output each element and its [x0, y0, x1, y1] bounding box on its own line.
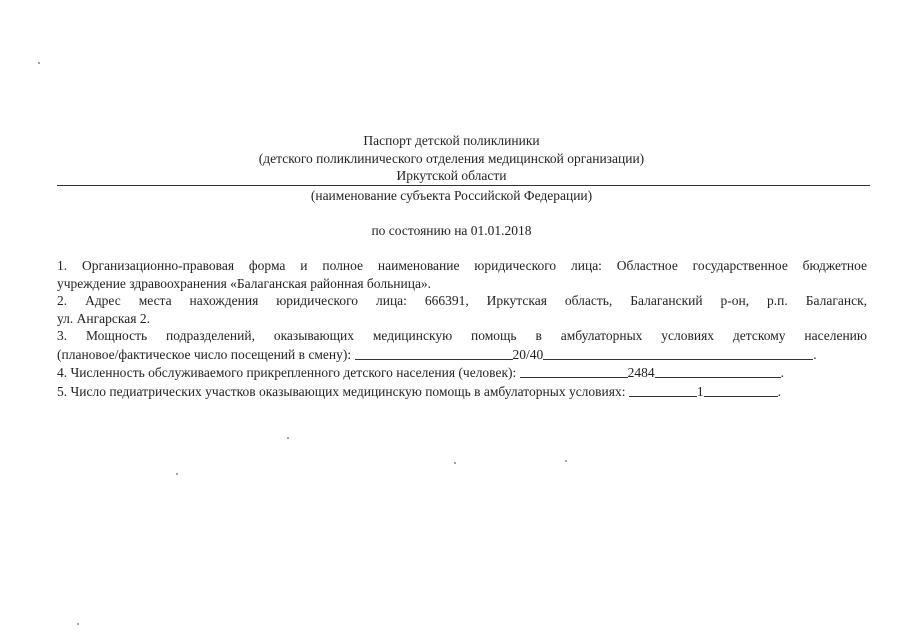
region-caption: (наименование субъекта Российской Федерации)	[310, 188, 593, 203]
item-4-period: .	[780, 365, 785, 380]
item-3-line-1: 3. Мощность подразделений, оказывающих медицинскую помощь в амбулаторных условиях детскому населению	[57, 328, 867, 343]
document-body	[57, 257, 867, 400]
item-3-label: (плановое/фактическое число посещений в смену):	[57, 346, 352, 362]
item-5	[57, 382, 867, 401]
document-subtitle: (детского поликлинического отделения медицинской организации)	[258, 151, 645, 166]
item-4	[57, 363, 867, 382]
item-1-line-1: 1. Организационно-правовая форма и полное наименование юридического лица: Областное государственное бюджетное	[57, 258, 867, 273]
item-5-label: 5. Число педиатрических участков оказывающих медицинскую помощь в амбулаторных условиях:	[57, 383, 626, 399]
scan-speck	[38, 62, 40, 64]
item-5-blank-before	[629, 383, 697, 397]
item-3-line-2	[57, 345, 867, 364]
scan-speck	[287, 437, 289, 439]
item-5-value: 1	[696, 383, 704, 399]
item-2-line-2: ул. Ангарская 2.	[57, 310, 150, 326]
region-name: Иркутской области	[396, 168, 507, 183]
item-1-line-2: учреждение здравоохранения «Балаганская районная больница».	[57, 275, 432, 291]
item-3-blank-before	[355, 346, 513, 360]
item-4-value: 2484	[627, 365, 655, 380]
item-3-period: .	[813, 346, 817, 362]
item-5-period: .	[777, 383, 781, 399]
item-3-blank-after	[543, 346, 813, 360]
scan-speck	[77, 623, 79, 625]
item-2-line-1: 2. Адрес места нахождения юридического лица: 666391, Иркутская область, Балаганский р-он, р.п. Балаганск,	[57, 293, 867, 308]
item-4-blank-after	[655, 364, 781, 378]
item-3-value: 20/40	[512, 346, 544, 362]
date-line: по состоянию на 01.01.2018	[371, 223, 532, 238]
region-underline	[57, 185, 870, 186]
scan-speck	[454, 462, 456, 464]
scan-speck	[176, 473, 178, 475]
document-title: Паспорт детской поликлиники	[363, 133, 540, 148]
item-4-blank-before	[520, 364, 628, 378]
scan-speck	[565, 460, 567, 462]
item-4-label: 4. Численность обслуживаемого прикрепленного детского населения (человек):	[57, 365, 517, 380]
item-5-blank-after	[704, 383, 778, 397]
